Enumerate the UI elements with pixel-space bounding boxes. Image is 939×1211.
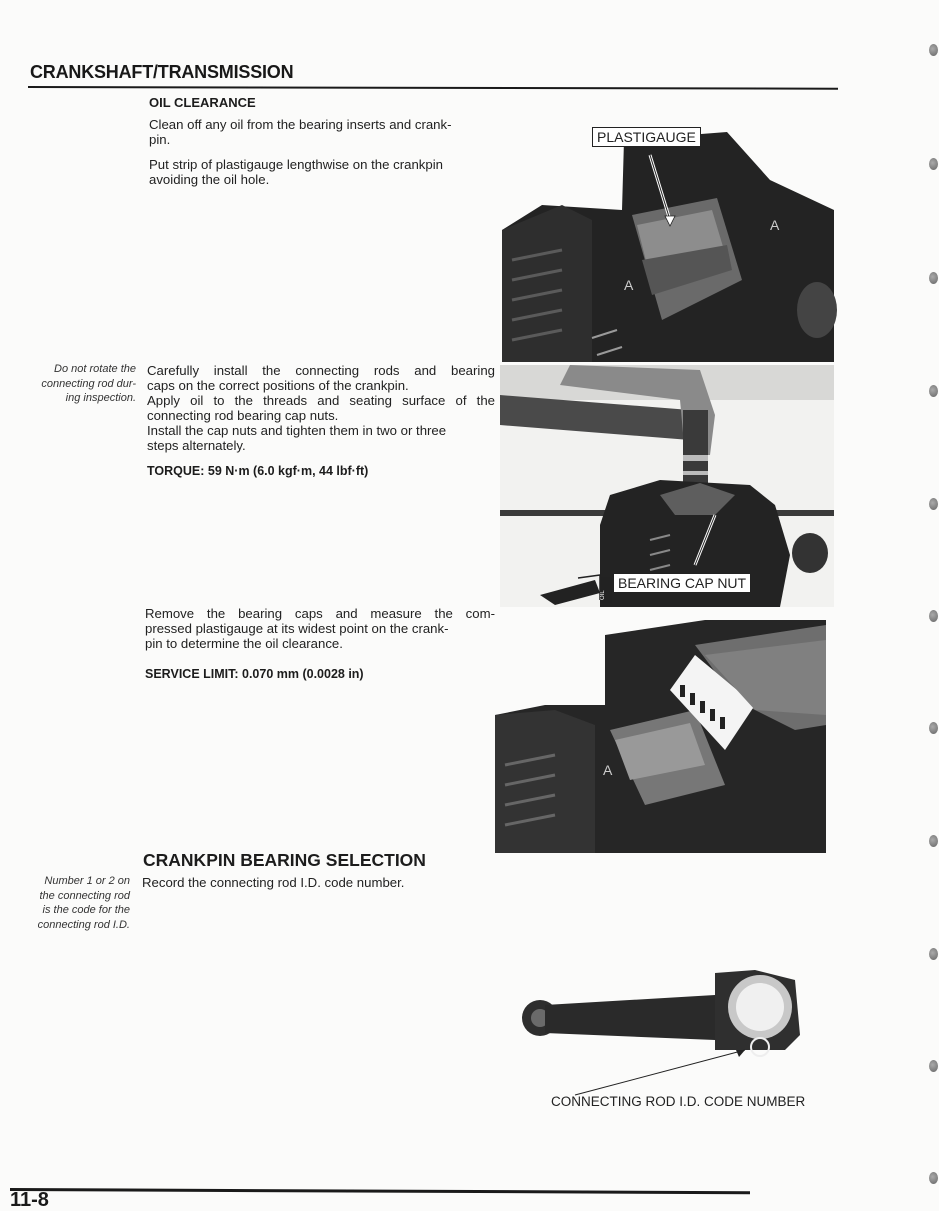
binder-hole (929, 1060, 938, 1072)
caption-connecting-rod-code: CONNECTING ROD I.D. CODE NUMBER (551, 1094, 806, 1109)
note-line: Number 1 or 2 on (44, 875, 130, 887)
text-line: pressed plastigauge at its widest point on the crank- (145, 621, 449, 636)
oil-clearance-heading: OIL CLEARANCE (149, 95, 256, 110)
text-line: connecting rod bearing cap nuts. (147, 408, 339, 423)
service-limit-spec: SERVICE LIMIT: 0.070 mm (0.0028 in) (145, 667, 364, 681)
code-number-arrow (575, 1040, 755, 1100)
binder-hole (929, 1172, 938, 1184)
binder-hole (929, 385, 938, 397)
text-line: Remove the bearing caps and measure the com- (145, 606, 495, 621)
bearing-selection-heading: CRANKPIN BEARING SELECTION (143, 850, 426, 870)
text-line: pin. (149, 132, 171, 147)
side-note-rotation (28, 362, 136, 406)
record-code-instruction: Record the connecting rod I.D. code number. (142, 875, 405, 890)
side-note-code (22, 874, 130, 932)
text-line: Install the cap nuts and tighten them in two or three (147, 423, 447, 438)
binder-hole (929, 835, 938, 847)
text-line: caps on the correct positions of the crankpin. (147, 378, 409, 393)
oil-tag-label: OIL (600, 590, 606, 600)
header-rule (28, 86, 838, 90)
page-number: 11-8 (10, 1189, 49, 1211)
text-line: Apply oil to the threads and seating surface of the (147, 393, 495, 408)
note-line: ing inspection. (65, 392, 136, 404)
callout-plastigauge: PLASTIGAUGE (592, 127, 701, 147)
note-line: connecting rod dur- (41, 377, 136, 390)
torque-spec: TORQUE: 59 N·m (6.0 kgf·m, 44 lbf·ft) (147, 464, 369, 478)
install-instructions (147, 363, 495, 453)
note-line: connecting rod I.D. (37, 918, 130, 931)
note-line: the connecting rod (39, 889, 130, 902)
photo-measure-plastigauge (495, 615, 826, 853)
text-line: Carefully install the connecting rods and bearing (147, 363, 495, 378)
measure-instructions (145, 606, 495, 651)
step-clean-oil (149, 117, 499, 147)
binder-hole (929, 610, 938, 622)
callout-bearing-cap-nut: BEARING CAP NUT (613, 573, 751, 593)
binder-hole (929, 158, 938, 170)
text-line: avoiding the oil hole. (149, 172, 270, 187)
svg-text:A: A (770, 217, 780, 233)
photo-torque-bearing-cap (500, 365, 834, 607)
note-line: is the code for the (42, 904, 130, 916)
binder-hole (929, 272, 938, 284)
binder-hole (929, 498, 938, 510)
text-line: pin to determine the oil clearance. (145, 636, 343, 651)
svg-text:A: A (624, 277, 634, 293)
svg-text:A: A (603, 762, 613, 778)
binder-hole (929, 44, 938, 56)
step-plastigauge (149, 157, 499, 187)
section-title: CRANKSHAFT/TRANSMISSION (30, 62, 294, 82)
photo-plastigauge-crankpin (502, 110, 834, 362)
binder-hole (929, 722, 938, 734)
text-line: steps alternately. (147, 438, 246, 453)
text-line: Put strip of plastigauge lengthwise on the crankpin (149, 157, 443, 172)
text-line: Clean off any oil from the bearing inserts and crank- (149, 117, 452, 132)
binder-hole (929, 948, 938, 960)
note-line: Do not rotate the (54, 363, 136, 375)
footer-rule (10, 1188, 750, 1194)
